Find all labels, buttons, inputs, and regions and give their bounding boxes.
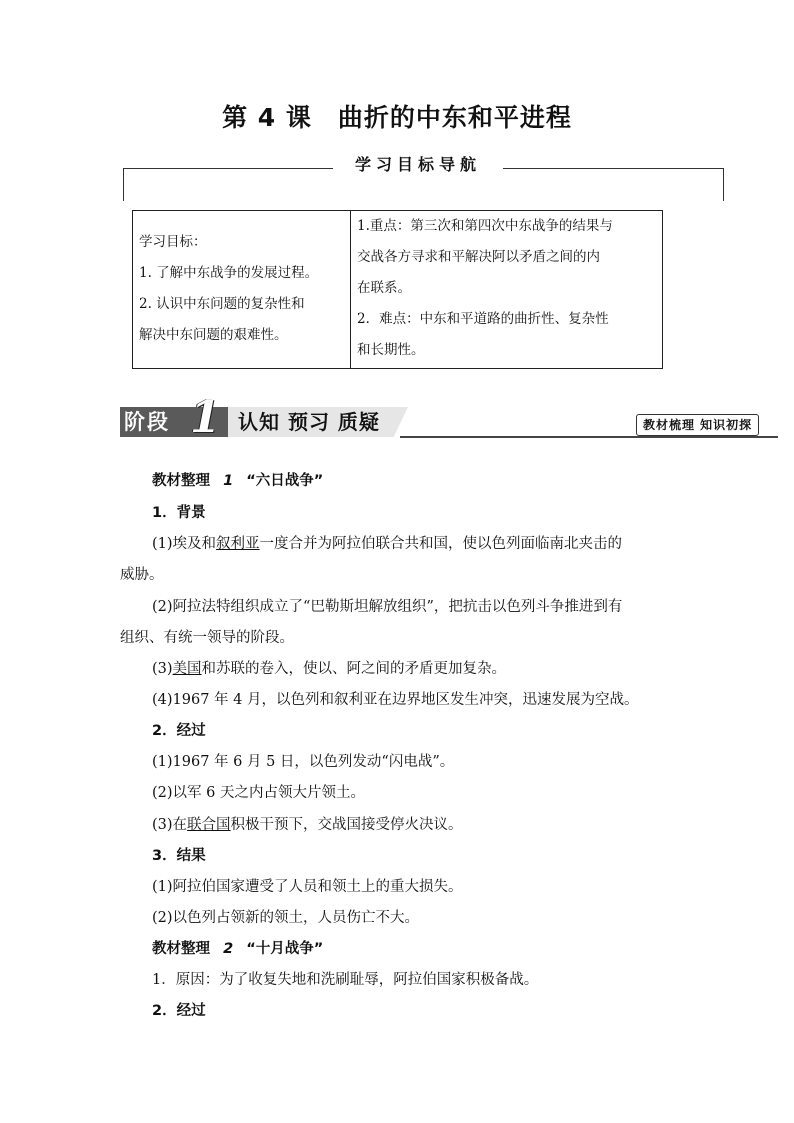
section-2-heading [152, 937, 323, 958]
background-3-usa: 美国 [172, 661, 202, 677]
section-2-number: 2 [223, 941, 234, 957]
stage-subtitle: 认知 预习 质疑 [238, 410, 380, 434]
result-1: (1)阿拉伯国家遭受了人员和领土上的重大损失。 [152, 879, 463, 895]
focus-1c: 在联系。 [357, 280, 411, 296]
background-3 [152, 657, 506, 678]
focus-2b: 和长期性。 [357, 342, 425, 358]
background-2-cont: 组织、有统一领导的阶段。 [120, 630, 294, 646]
stage-label: 阶段 [124, 410, 170, 434]
background-4: (4)1967 年 4 月，以色列和叙利亚在边界地区发生冲突，迅速发展为空战。 [152, 692, 639, 708]
stage-number: 1 [190, 392, 221, 443]
october-process-heading: 2．经过 [152, 1003, 206, 1019]
section-2-title: “十月战争” [246, 941, 324, 957]
process-3-post: 积极干预下，交战国接受停火决议。 [230, 817, 463, 833]
section-1-title: “六日战争” [246, 473, 324, 489]
section-1-number: 1 [223, 473, 234, 489]
result-heading: 3．结果 [152, 848, 206, 864]
process-1: (1)1967 年 6 月 5 日，以色列发动“闪电战”。 [152, 754, 455, 770]
goals-head: 学习目标： [139, 234, 207, 250]
background-2: (2)阿拉法特组织成立了“巴勒斯坦解放组织”，把抗击以色列斗争推进到有 [152, 599, 623, 615]
lesson-title: 第 4 课 曲折的中东和平进程 [222, 103, 572, 132]
process-2: (2)以军 6 天之内占领大片领土。 [152, 785, 365, 801]
stage-rule [400, 436, 778, 438]
result-2: (2)以色列占领新的领土，人员伤亡不大。 [152, 910, 420, 926]
background-1 [152, 532, 622, 553]
process-heading: 2．经过 [152, 723, 206, 739]
background-1-syria: 叙利亚 [216, 536, 260, 552]
focus-cell [351, 211, 663, 369]
section-1-prefix: 教材整理 [152, 473, 210, 489]
goal-2b: 解决中东问题的艰难性。 [139, 327, 288, 343]
focus-2a: 2．难点：中东和平道路的曲折性、复杂性 [357, 311, 609, 327]
background-3-post: 和苏联的卷入，使以、阿之间的矛盾更加复杂。 [201, 661, 507, 677]
background-1-pre: (1)埃及和 [152, 536, 217, 552]
section-2-prefix: 教材整理 [152, 941, 210, 957]
focus-1a: 1.重点：第三次和第四次中东战争的结果与 [357, 218, 613, 234]
goals-cell [133, 211, 351, 369]
background-1-post: 一度合并为阿拉伯联合共和国，使以色列面临南北夹击的 [259, 536, 623, 552]
goals-table [132, 210, 663, 369]
process-3 [152, 813, 463, 834]
goal-2a: 2. 认识中东问题的复杂性和 [139, 296, 305, 312]
background-1-cont: 威胁。 [120, 567, 164, 583]
process-3-un: 联合国 [187, 817, 231, 833]
stage-tag: 教材梳理 知识初探 [636, 414, 759, 436]
focus-1b: 交战各方寻求和平解决阿以矛盾之间的内 [357, 249, 600, 265]
process-3-pre: (3)在 [152, 817, 188, 833]
background-heading: 1．背景 [152, 505, 206, 521]
october-cause: 1．原因：为了收复失地和洗刷耻辱，阿拉伯国家积极备战。 [152, 972, 539, 988]
nav-heading: 学习目标导航 [333, 152, 503, 178]
background-3-pre: (3) [152, 661, 173, 677]
goal-1: 1. 了解中东战争的发展过程。 [139, 265, 319, 281]
section-1-heading [152, 469, 323, 490]
